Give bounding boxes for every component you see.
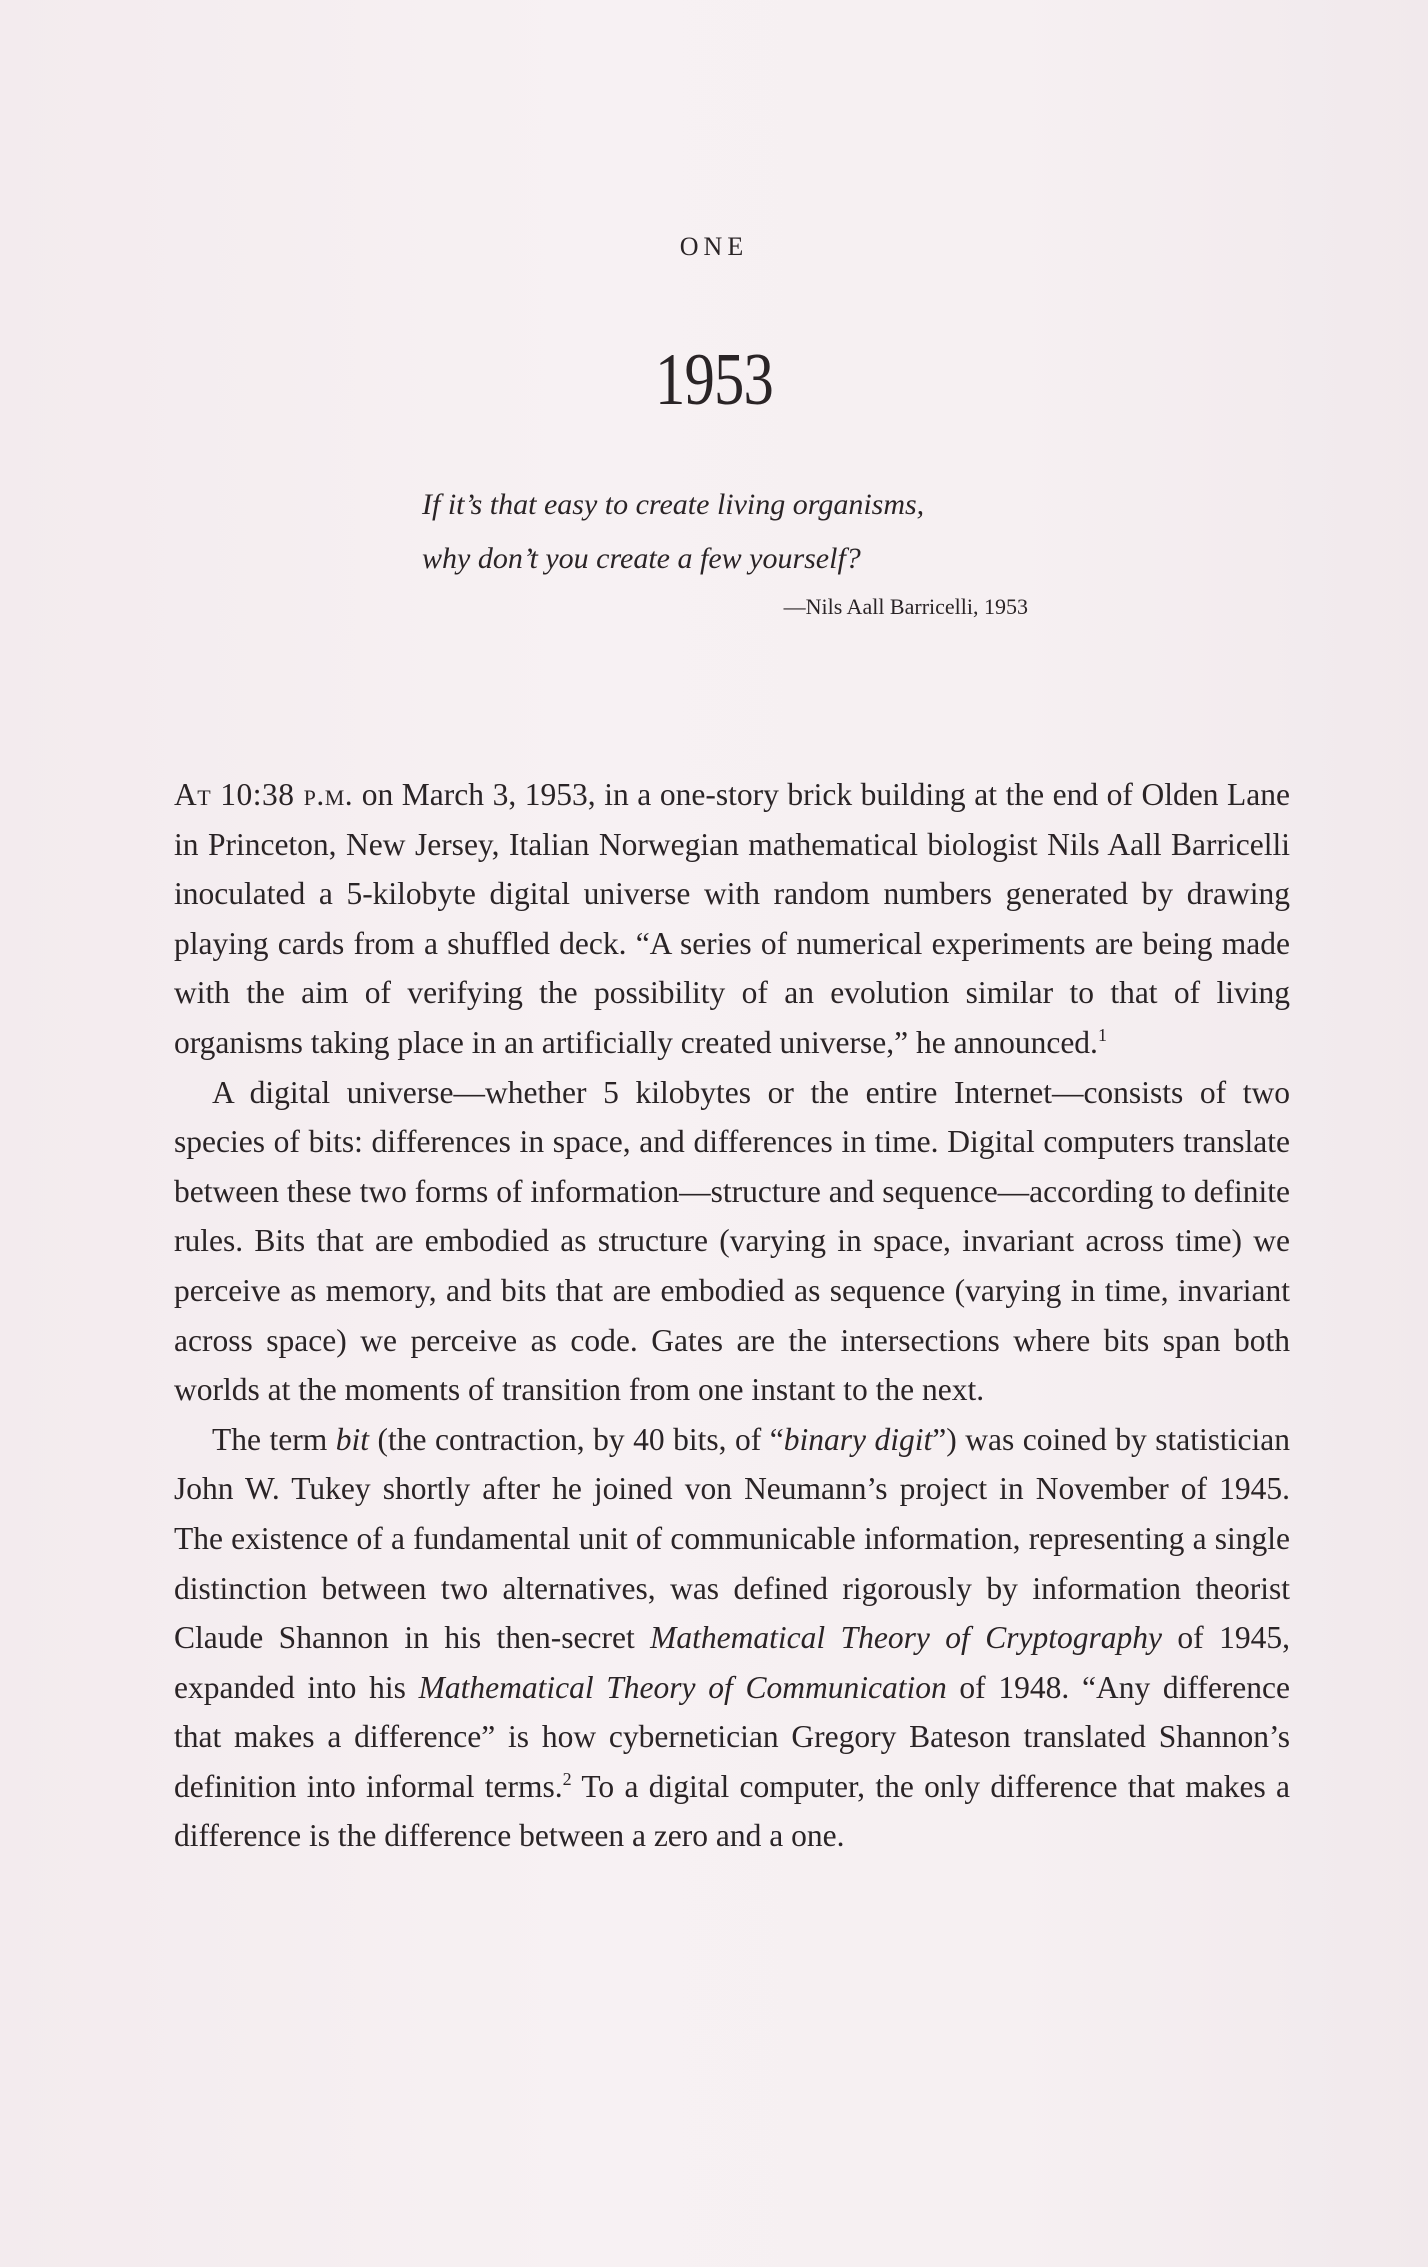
chapter-title: 1953 xyxy=(654,339,774,421)
footnote-ref-1: 1 xyxy=(1097,1024,1107,1045)
paragraph-3-text-c: ”) was coined by statistician John W. Tukey shortly after he joined von Neumann’s project in November of 1945. The existence of a fundamental unit of communicable information, representing a single distinction between two alternatives, was defined rigorously by information theorist Claude Shannon in his then-secret xyxy=(174,1421,1290,1656)
paragraph-3-text-a: The term xyxy=(212,1421,336,1457)
paragraph-3-text-f: To a digital computer, the only difference that makes a difference is the difference between a zero and a one. xyxy=(174,1768,1290,1854)
paragraph-1-lead: At 10:38 p.m. xyxy=(174,777,354,812)
paragraph-3-italic-bit: bit xyxy=(335,1421,369,1457)
paragraph-3-text-b: (the contraction, by 40 bits, of “ xyxy=(369,1421,784,1457)
paragraph-3-italic-title-cryptography: Mathematical Theory of Cryptography xyxy=(650,1620,1162,1656)
body-text xyxy=(174,770,1290,1861)
epigraph-line-1: If it’s that easy to create living organisms, xyxy=(422,488,925,521)
paragraph-3-italic-title-communication: Mathematical Theory of Communication xyxy=(418,1669,947,1705)
epigraph-attribution: —Nils Aall Barricelli, 1953 xyxy=(783,594,1028,619)
paragraph-3-italic-binary-digit: binary digit xyxy=(783,1421,933,1457)
paragraph-3-text-d: of 1945, expanded into his xyxy=(174,1620,1290,1705)
paragraph-3-text-e: of 1948. “Any difference that makes a difference” is how cybernetician Gregory Bateson translated Shannon’s definition into informal terms. xyxy=(174,1669,1290,1804)
paragraph-1 xyxy=(174,770,1290,1068)
epigraph xyxy=(422,478,1032,586)
paragraph-3 xyxy=(174,1415,1290,1861)
paragraph-2-text: A digital universe—whether 5 kilobytes or the entire Internet—consists of two species of bits: differences in space, and differences in time. Digital computers translate between these two forms of information—structure and sequence—according to definite rules. Bits that are embodied as structure (varying in space, invariant across time) we perceive as memory, and bits that are embodied as sequence (varying in time, invariant across space) we perceive as code. Gates are the intersections where bits span both worlds at the moments of transition from one instant to the next. xyxy=(174,1074,1290,1408)
footnote-ref-2: 2 xyxy=(562,1768,572,1789)
epigraph-line-2: why don’t you create a few yourself? xyxy=(422,542,861,575)
paragraph-2 xyxy=(174,1068,1290,1415)
chapter-label: ONE xyxy=(679,232,749,261)
paragraph-1-text: on March 3, 1953, in a one-story brick building at the end of Olden Lane in Princeton, New Jersey, Italian Norwegian mathematical biologist Nils Aall Barricelli inoculated a 5-kilobyte digital universe with random numbers generated by drawing playing cards from a shuffled deck. “A series of numerical experiments are being made with the aim of verifying the possibility of an evolution similar to that of living organisms taking place in an artificially created universe,” he announced. xyxy=(174,777,1290,1060)
